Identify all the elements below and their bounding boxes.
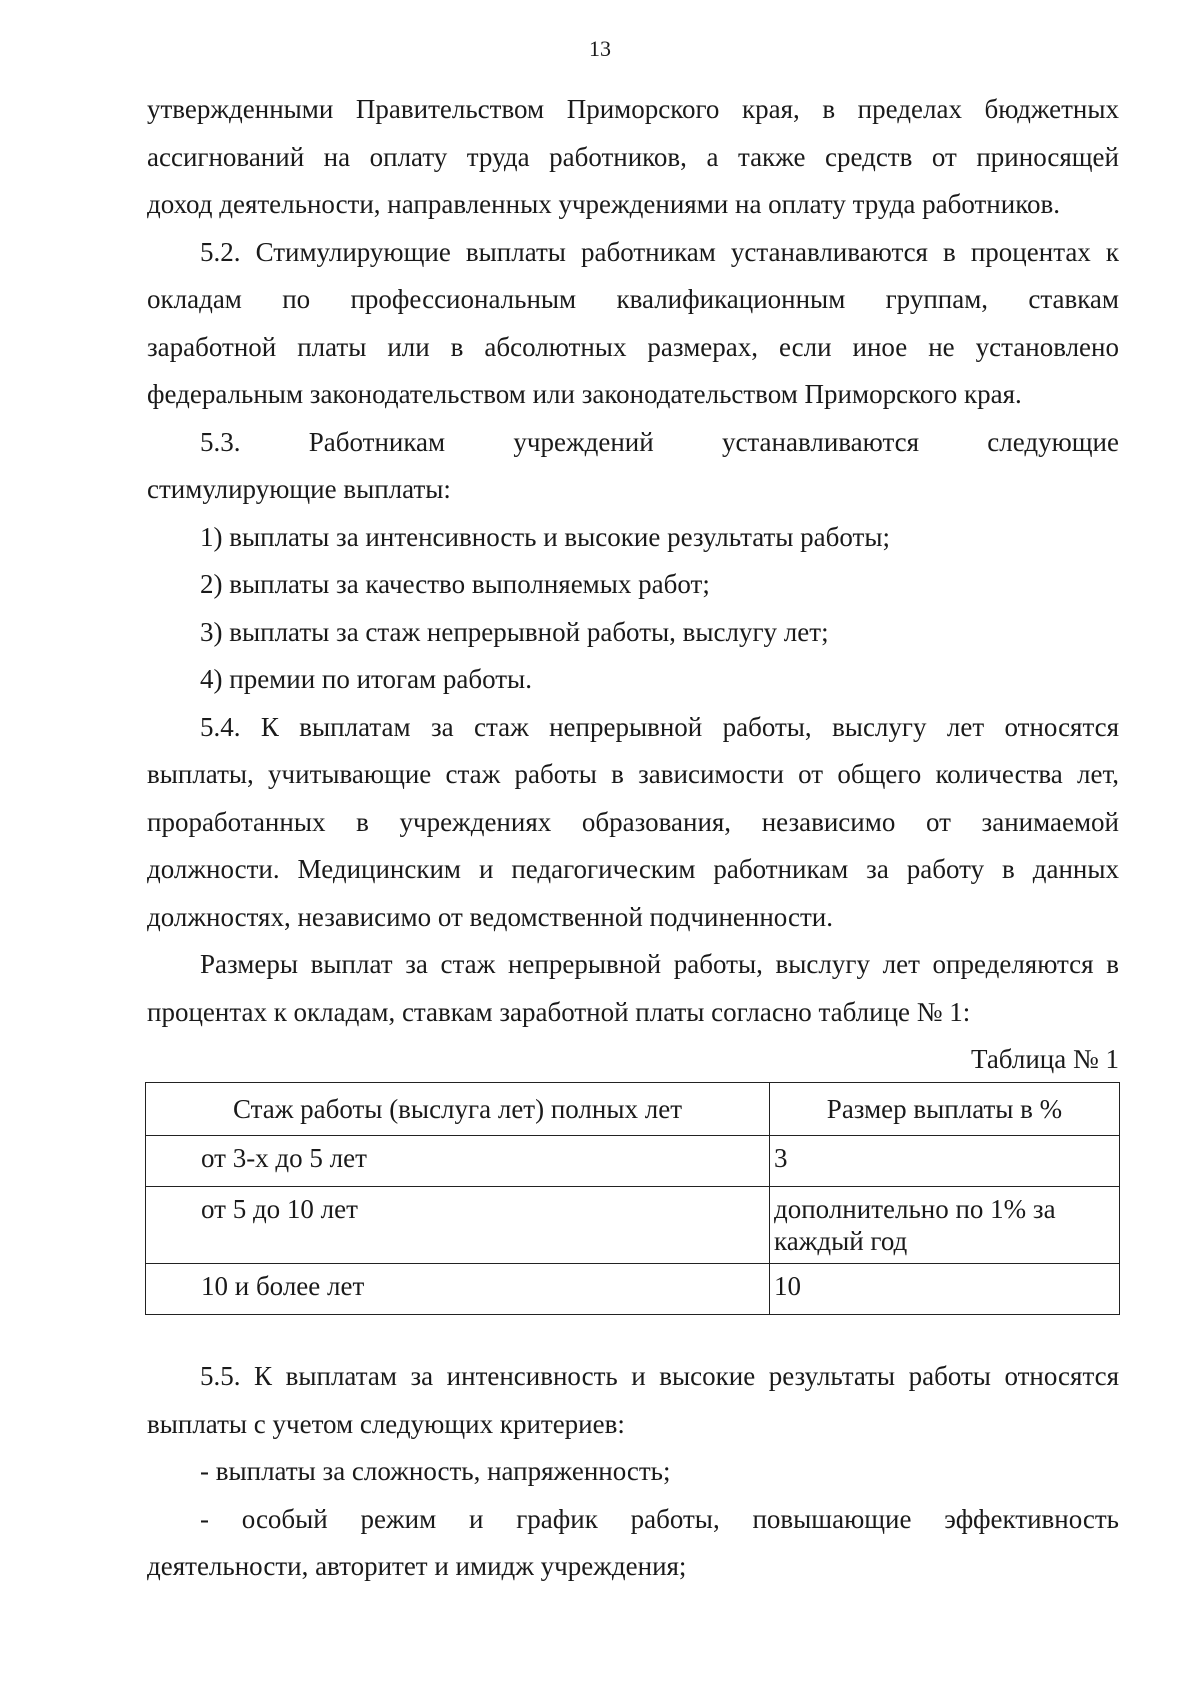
text-line: процентах к окладам, ставкам заработной платы согласно таблице № 1: [147,996,971,1027]
table-caption: Таблица № 1 [971,1044,1119,1074]
table-row [146,1264,1120,1315]
table-cell-payment: 3 [770,1136,1120,1187]
criteria-list [147,1448,1119,1591]
text-line: ассигнований на оплату труда работников, а также средств от приносящей [147,141,1119,172]
seniority-table [145,1082,1120,1315]
table-header-row [146,1083,1120,1136]
paragraph-5-2 [147,229,1119,419]
list-item: - выплаты за сложность, напряженность; [200,1456,671,1486]
table-row [146,1187,1120,1264]
list-item: 1) выплаты за интенсивность и высокие результаты работы; [200,521,890,552]
document-body [147,86,1119,1591]
text-line: окладам по профессиональным квалификационным группам, ставкам [147,284,1119,314]
list-item: 4) премии по итогам работы. [200,664,532,694]
text-line: 5.3. Работникам учреждений устанавливаются следующие [200,426,1119,457]
paragraph-5-5 [147,1353,1119,1448]
paragraph-5-4 [147,704,1119,942]
text-line: выплаты, учитывающие стаж работы в зависимости от общего количества лет, [147,759,1119,789]
table-cell-experience: 10 и более лет [146,1264,770,1315]
text-line: должностях, независимо от ведомственной подчиненности. [147,901,833,932]
text-line: федеральным законодательством или законодательством Приморского края. [147,379,1022,409]
payments-list [147,514,1119,704]
text-line: 5.5. К выплатам за интенсивность и высокие результаты работы относятся [200,1361,1119,1391]
text-line: 5.2. Стимулирующие выплаты работникам устанавливаются в процентах к [200,236,1119,267]
text-line: утвержденными Правительством Приморского края, в пределах бюджетных [147,94,1119,124]
text-line: проработанных в учреждениях образования, независимо от занимаемой [147,806,1119,837]
paragraph-continuation [147,86,1119,229]
text-line: должности. Медицинским и педагогическим работникам за работу в данных [147,854,1119,884]
table-cell-payment: дополнительно по 1% за каждый год [770,1187,1120,1264]
table-row [146,1136,1120,1187]
table-cell-payment: 10 [770,1264,1120,1315]
table-header-experience: Стаж работы (выслуга лет) полных лет [146,1083,770,1136]
table-header-payment: Размер выплаты в % [770,1083,1120,1136]
text-line: заработной платы или в абсолютных размерах, если иное не установлено [147,331,1119,362]
text-line: Размеры выплат за стаж непрерывной работы, выслугу лет определяются в [200,949,1119,979]
text-line: стимулирующие выплаты: [147,474,451,504]
table-cell-experience: от 5 до 10 лет [146,1187,770,1264]
list-item: 3) выплаты за стаж непрерывной работы, выслугу лет; [200,616,829,647]
paragraph-sizes [147,941,1119,1036]
text-line: выплаты с учетом следующих критериев: [147,1408,625,1439]
text-line: 5.4. К выплатам за стаж непрерывной работы, выслугу лет относятся [200,711,1119,742]
list-item: 2) выплаты за качество выполняемых работ; [200,569,710,599]
page-number: 13 [589,36,611,61]
text-line: доход деятельности, направленных учреждениями на оплату труда работников. [147,189,1060,219]
table-cell-experience: от 3-х до 5 лет [146,1136,770,1187]
list-item: - особый режим и график работы, повышающие эффективность [200,1503,1119,1534]
text-line: деятельности, авторитет и имидж учреждения; [147,1551,687,1581]
paragraph-5-3 [147,419,1119,514]
